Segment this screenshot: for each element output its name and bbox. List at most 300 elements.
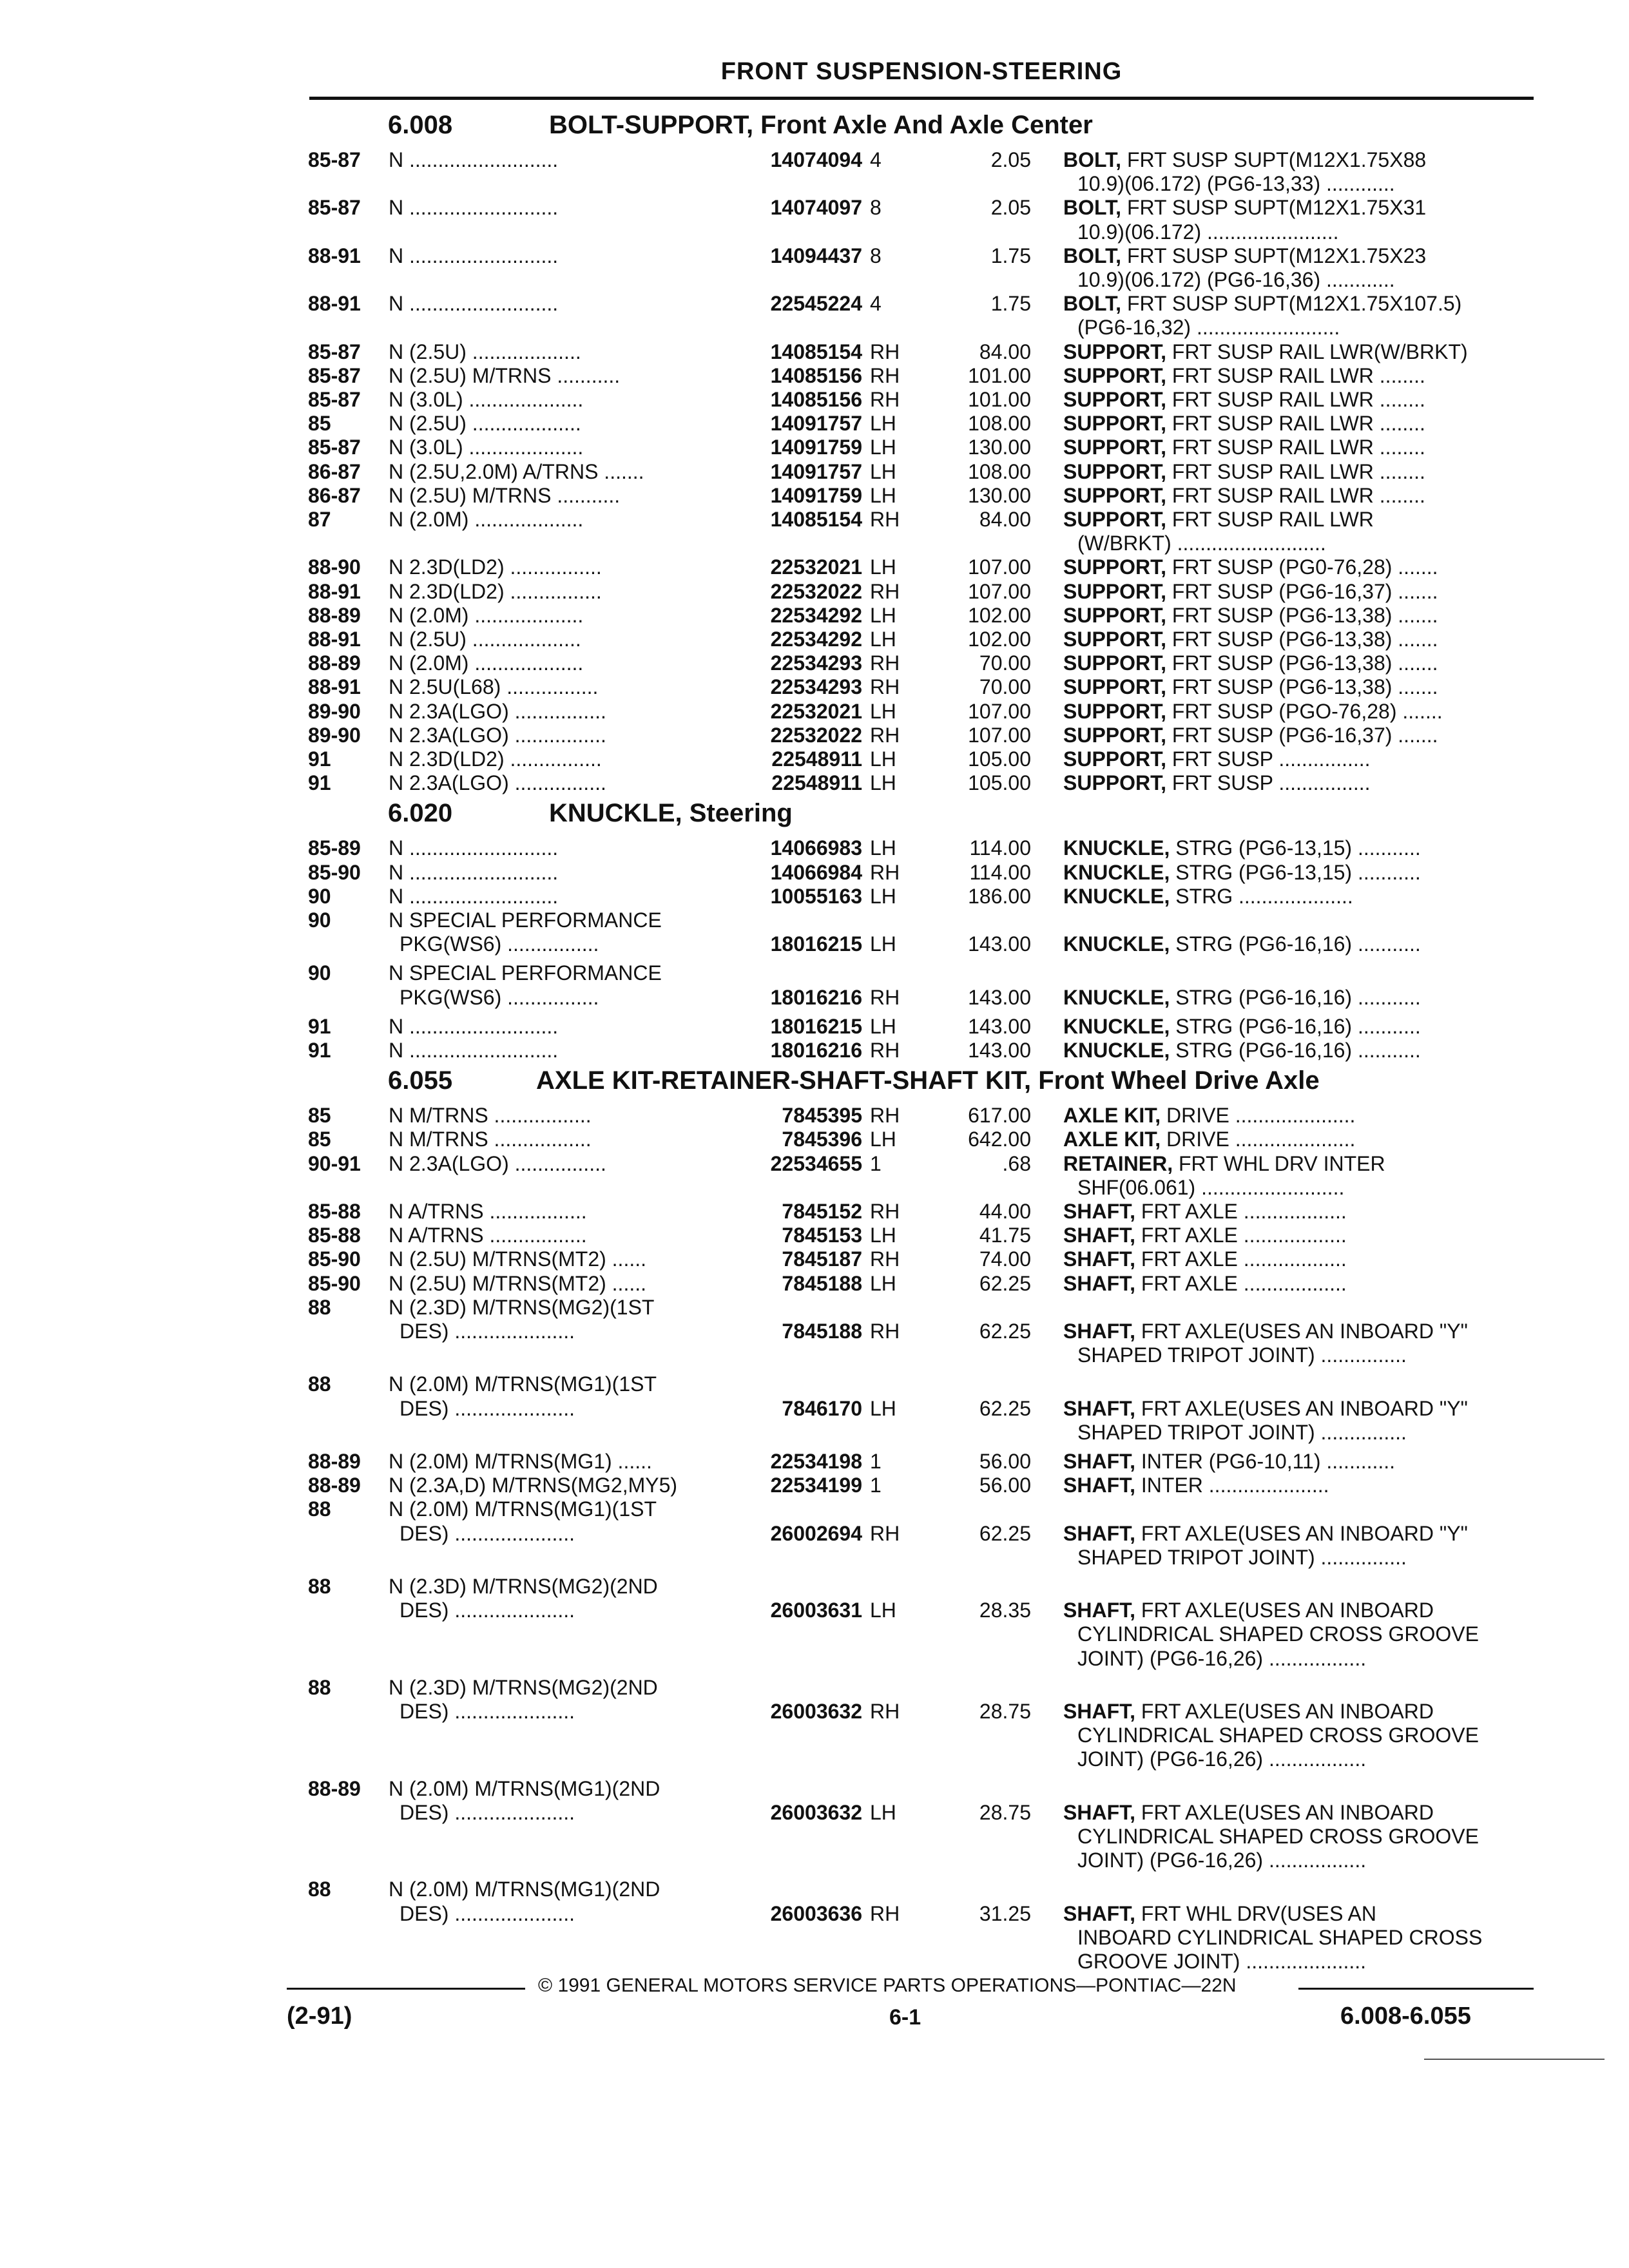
part-name: SUPPORT, xyxy=(1063,603,1167,627)
part-name: AXLE KIT, xyxy=(1063,1128,1161,1151)
model-years: 85-87 xyxy=(308,196,361,220)
price: 28.35 xyxy=(979,1599,1031,1622)
usage-description-continued: DES) ..................... xyxy=(400,1901,575,1925)
part-name: SHAFT, xyxy=(1063,1521,1135,1545)
model-years: 85-87 xyxy=(308,340,361,363)
price: 105.00 xyxy=(968,771,1031,795)
part-number: 14085154 xyxy=(770,508,862,531)
usage-description: N 2.3D(LD2) ................ xyxy=(389,747,602,771)
quantity: LH xyxy=(870,459,896,483)
quantity: LH xyxy=(870,747,896,771)
quantity: LH xyxy=(870,884,896,908)
price: 41.75 xyxy=(979,1224,1031,1247)
usage-description: N (2.0M) M/TRNS(MG1)(2ND xyxy=(389,1776,660,1800)
quantity: RH xyxy=(870,1039,900,1062)
part-number: 14091759 xyxy=(770,436,862,459)
part-name: KNUCKLE, xyxy=(1063,1039,1170,1062)
part-description xyxy=(1063,340,1534,364)
usage-description: N (2.0M) ................... xyxy=(389,508,584,531)
usage-description-continued: DES) ..................... xyxy=(400,1800,575,1824)
part-detail: FRT SUSP (PG6-16,37) ....... xyxy=(1166,579,1438,603)
quantity: LH xyxy=(870,483,896,507)
part-description xyxy=(1063,932,1534,956)
usage-description: N .......................... xyxy=(389,884,559,908)
part-description xyxy=(1063,196,1534,220)
part-detail: FRT AXLE .................. xyxy=(1135,1200,1347,1223)
part-name: BOLT, xyxy=(1063,292,1122,316)
part-description xyxy=(1063,724,1534,747)
part-name: SHAFT, xyxy=(1063,1200,1135,1223)
usage-description-continued: DES) ..................... xyxy=(400,1599,575,1622)
part-detail: FRT SUSP (PG6-13,38) ....... xyxy=(1166,603,1438,627)
usage-description: N SPECIAL PERFORMANCE xyxy=(389,908,662,932)
part-number: 14091757 xyxy=(770,459,862,483)
usage-description: N 2.3A(LGO) ................ xyxy=(389,699,606,723)
quantity: RH xyxy=(870,1104,900,1128)
price: 102.00 xyxy=(968,628,1031,651)
usage-description: N (2.5U) M/TRNS ........... xyxy=(389,483,621,507)
quantity: LH xyxy=(870,628,896,651)
part-name: SHAFT, xyxy=(1063,1800,1135,1824)
price: 642.00 xyxy=(968,1128,1031,1151)
part-detail: FRT SUSP ................ xyxy=(1166,771,1371,795)
part-number: 22534199 xyxy=(770,1474,862,1497)
model-years: 88-89 xyxy=(308,1474,361,1497)
part-description xyxy=(1063,1015,1534,1039)
part-detail: FRT SUSP RAIL LWR ........ xyxy=(1166,436,1425,459)
part-description xyxy=(1063,1522,1534,1546)
usage-description-continued: DES) ..................... xyxy=(400,1700,575,1723)
part-description xyxy=(1063,460,1534,484)
page-header-title: FRONT SUSPENSION-STEERING xyxy=(720,58,1123,85)
quantity: RH xyxy=(870,1247,900,1271)
part-number: 18016215 xyxy=(770,1014,862,1038)
part-detail: INTER ..................... xyxy=(1135,1474,1329,1497)
quantity: LH xyxy=(870,836,896,860)
price: 101.00 xyxy=(968,363,1031,387)
price: 62.25 xyxy=(979,1271,1031,1295)
part-name: KNUCKLE, xyxy=(1063,836,1170,860)
price: 130.00 xyxy=(968,483,1031,507)
part-number: 7845153 xyxy=(782,1224,862,1247)
part-description-continued: SHAPED TRIPOT JOINT) ............... xyxy=(1077,1545,1407,1569)
part-description-continued: SHF(06.061) ......................... xyxy=(1077,1175,1345,1199)
part-description-continued: 10.9)(06.172) (PG6-16,36) ............ xyxy=(1077,268,1395,291)
part-description xyxy=(1063,700,1534,724)
part-detail: DRIVE ..................... xyxy=(1161,1104,1356,1128)
model-years: 88-91 xyxy=(308,244,361,267)
model-years: 86-87 xyxy=(308,483,361,507)
price: 56.00 xyxy=(979,1450,1031,1473)
price: 143.00 xyxy=(968,932,1031,956)
part-detail: STRG (PG6-13,15) ........... xyxy=(1170,860,1421,884)
part-name: KNUCKLE, xyxy=(1063,985,1170,1009)
price: 74.00 xyxy=(979,1247,1031,1271)
part-number: 7845395 xyxy=(782,1104,862,1128)
part-name: SUPPORT, xyxy=(1063,723,1167,747)
footer-section-range: 6.008-6.055 xyxy=(1340,2003,1471,2030)
price: 70.00 xyxy=(979,651,1031,675)
price: 107.00 xyxy=(968,579,1031,603)
model-years: 85-88 xyxy=(308,1224,361,1247)
part-detail: FRT SUSP (PG6-16,37) ....... xyxy=(1166,723,1438,747)
part-description-continued: 10.9)(06.172) ....................... xyxy=(1077,220,1339,244)
part-name: SHAFT, xyxy=(1063,1599,1135,1622)
part-name: SHAFT, xyxy=(1063,1247,1135,1271)
price: 28.75 xyxy=(979,1800,1031,1824)
usage-description: N .......................... xyxy=(389,196,559,220)
model-years: 89-90 xyxy=(308,699,361,723)
model-years: 86-87 xyxy=(308,459,361,483)
part-name: SUPPORT, xyxy=(1063,508,1167,531)
part-number: 7845152 xyxy=(782,1200,862,1223)
usage-description: N .......................... xyxy=(389,244,559,267)
part-number: 18016216 xyxy=(770,985,862,1009)
model-years: 85-87 xyxy=(308,436,361,459)
model-years: 88 xyxy=(308,1295,331,1319)
model-years: 91 xyxy=(308,771,331,795)
model-years: 88-91 xyxy=(308,628,361,651)
part-description xyxy=(1063,1397,1534,1421)
part-number: 14091757 xyxy=(770,412,862,436)
model-years: 88-91 xyxy=(308,675,361,699)
quantity: LH xyxy=(870,1224,896,1247)
model-years: 88-89 xyxy=(308,651,361,675)
part-name: SUPPORT, xyxy=(1063,699,1167,723)
quantity: RH xyxy=(870,1901,900,1925)
part-name: BOLT, xyxy=(1063,244,1122,267)
model-years: 88-91 xyxy=(308,292,361,316)
part-number: 7846170 xyxy=(782,1396,862,1420)
usage-description-continued: PKG(WS6) ................ xyxy=(400,932,599,956)
section-number: 6.055 xyxy=(388,1066,453,1095)
model-years: 85-88 xyxy=(308,1200,361,1223)
part-detail: FRT AXLE(USES AN INBOARD xyxy=(1135,1599,1434,1622)
part-detail: STRG (PG6-16,16) ........... xyxy=(1170,932,1421,956)
part-description xyxy=(1063,651,1534,675)
usage-description: N (2.0M) M/TRNS(MG1)(1ST xyxy=(389,1372,657,1396)
price: 31.25 xyxy=(979,1901,1031,1925)
model-years: 88-89 xyxy=(308,1450,361,1473)
model-years: 88 xyxy=(308,1497,331,1521)
quantity: LH xyxy=(870,1599,896,1622)
section-title: KNUCKLE, Steering xyxy=(549,799,793,828)
part-description xyxy=(1063,1700,1534,1724)
quantity: RH xyxy=(870,1200,900,1223)
usage-description: N 2.3A(LGO) ................ xyxy=(389,1151,606,1175)
usage-description: N (2.0M) M/TRNS(MG1) ...... xyxy=(389,1450,652,1473)
usage-description-continued: DES) ..................... xyxy=(400,1396,575,1420)
part-detail: FRT SUSP SUPT(M12X1.75X23 xyxy=(1121,244,1427,267)
usage-description: N 2.5U(L68) ................ xyxy=(389,675,599,699)
usage-description-continued: DES) ..................... xyxy=(400,1320,575,1343)
usage-description: N (2.5U,2.0M) A/TRNS ....... xyxy=(389,459,644,483)
model-years: 91 xyxy=(308,747,331,771)
part-number: 22534292 xyxy=(770,628,862,651)
part-name: SHAFT, xyxy=(1063,1901,1135,1925)
price: 1.75 xyxy=(990,292,1031,316)
section-number: 6.008 xyxy=(388,111,453,139)
part-detail: STRG .................... xyxy=(1170,884,1353,908)
part-number: 22532022 xyxy=(770,579,862,603)
model-years: 85-87 xyxy=(308,363,361,387)
part-name: RETAINER, xyxy=(1063,1151,1173,1175)
part-number: 22534198 xyxy=(770,1450,862,1473)
part-name: KNUCKLE, xyxy=(1063,932,1170,956)
part-name: SUPPORT, xyxy=(1063,579,1167,603)
part-detail: FRT AXLE(USES AN INBOARD "Y" xyxy=(1135,1320,1468,1343)
usage-description: N (2.5U) ................... xyxy=(389,628,581,651)
part-description xyxy=(1063,1247,1534,1271)
part-number: 26003631 xyxy=(770,1599,862,1622)
part-name: BOLT, xyxy=(1063,148,1122,171)
part-number: 7845188 xyxy=(782,1271,862,1295)
part-description xyxy=(1063,388,1534,412)
price: 114.00 xyxy=(969,860,1031,884)
part-description xyxy=(1063,484,1534,508)
usage-description: N (2.3A,D) M/TRNS(MG2,MY5) xyxy=(389,1474,678,1497)
quantity: RH xyxy=(870,340,900,363)
part-number: 18016215 xyxy=(770,932,862,956)
part-description xyxy=(1063,436,1534,459)
part-detail: FRT SUSP SUPT(M12X1.75X88 xyxy=(1121,148,1427,171)
part-description xyxy=(1063,508,1534,532)
quantity: 8 xyxy=(870,196,882,220)
part-detail: FRT AXLE(USES AN INBOARD "Y" xyxy=(1135,1521,1468,1545)
part-number: 22532021 xyxy=(770,555,862,579)
part-description xyxy=(1063,1039,1534,1062)
section-heading xyxy=(388,1066,1535,1099)
usage-description: N 2.3A(LGO) ................ xyxy=(389,771,606,795)
usage-description: N SPECIAL PERFORMANCE xyxy=(389,961,662,985)
model-years: 88 xyxy=(308,1575,331,1598)
usage-description: N (2.5U) M/TRNS(MT2) ...... xyxy=(389,1247,646,1271)
price: 105.00 xyxy=(968,747,1031,771)
part-description-continued: CYLINDRICAL SHAPED CROSS GROOVE xyxy=(1077,1724,1479,1747)
part-name: SUPPORT, xyxy=(1063,363,1167,387)
model-years: 88 xyxy=(308,1675,331,1699)
price: 130.00 xyxy=(968,436,1031,459)
part-description xyxy=(1063,148,1534,172)
usage-description: N (2.5U) M/TRNS ........... xyxy=(389,363,621,387)
part-number: 22532021 xyxy=(770,699,862,723)
model-years: 90 xyxy=(308,908,331,932)
quantity: RH xyxy=(870,860,900,884)
part-number: 14085154 xyxy=(770,340,862,363)
part-name: SHAFT, xyxy=(1063,1396,1135,1420)
part-description xyxy=(1063,1599,1534,1622)
model-years: 85-90 xyxy=(308,860,361,884)
price: 108.00 xyxy=(968,412,1031,436)
quantity: RH xyxy=(870,1700,900,1723)
model-years: 90-91 xyxy=(308,1151,361,1175)
usage-description: N (2.3D) M/TRNS(MG2)(1ST xyxy=(389,1295,655,1319)
quantity: 1 xyxy=(870,1474,882,1497)
part-detail: FRT WHL DRV INTER xyxy=(1173,1151,1385,1175)
price: 2.05 xyxy=(990,196,1031,220)
usage-description: N (2.0M) ................... xyxy=(389,603,584,627)
usage-description: N 2.3D(LD2) ................ xyxy=(389,555,602,579)
usage-description: N 2.3A(LGO) ................ xyxy=(389,723,606,747)
quantity: LH xyxy=(870,1014,896,1038)
part-description xyxy=(1063,1152,1534,1176)
quantity: 1 xyxy=(870,1151,882,1175)
price: 107.00 xyxy=(968,723,1031,747)
price: 186.00 xyxy=(968,884,1031,908)
model-years: 85-90 xyxy=(308,1247,361,1271)
quantity: RH xyxy=(870,388,900,411)
part-number: 10055163 xyxy=(770,884,862,908)
part-description xyxy=(1063,1200,1534,1224)
usage-description: N A/TRNS ................. xyxy=(389,1200,587,1223)
quantity: RH xyxy=(870,579,900,603)
part-description xyxy=(1063,771,1534,795)
part-name: SHAFT, xyxy=(1063,1224,1135,1247)
part-name: SUPPORT, xyxy=(1063,483,1167,507)
part-detail: FRT WHL DRV(USES AN xyxy=(1135,1901,1376,1925)
part-name: SUPPORT, xyxy=(1063,340,1167,363)
part-detail: STRG (PG6-13,15) ........... xyxy=(1170,836,1421,860)
part-detail: FRT AXLE .................. xyxy=(1135,1271,1347,1295)
usage-description: N .......................... xyxy=(389,860,559,884)
part-name: SUPPORT, xyxy=(1063,459,1167,483)
part-description-continued: CYLINDRICAL SHAPED CROSS GROOVE xyxy=(1077,1825,1479,1848)
quantity: RH xyxy=(870,723,900,747)
model-years: 85 xyxy=(308,1104,331,1128)
part-number: 22548911 xyxy=(771,771,862,795)
quantity: LH xyxy=(870,1271,896,1295)
price: 28.75 xyxy=(979,1700,1031,1723)
part-detail: DRIVE ..................... xyxy=(1161,1128,1356,1151)
part-description xyxy=(1063,412,1534,436)
usage-description: N (2.5U) M/TRNS(MT2) ...... xyxy=(389,1271,646,1295)
part-name: SUPPORT, xyxy=(1063,675,1167,699)
usage-description: N (2.0M) ................... xyxy=(389,651,584,675)
part-description-continued: SHAPED TRIPOT JOINT) ............... xyxy=(1077,1420,1407,1444)
model-years: 85-87 xyxy=(308,148,361,171)
part-number: 14074094 xyxy=(770,148,862,171)
model-years: 91 xyxy=(308,1039,331,1062)
part-detail: FRT SUSP SUPT(M12X1.75X107.5) xyxy=(1121,292,1462,316)
part-detail: FRT SUSP RAIL LWR xyxy=(1166,508,1374,531)
usage-description: N (2.0M) M/TRNS(MG1)(1ST xyxy=(389,1497,657,1521)
part-detail: FRT SUSP ................ xyxy=(1166,747,1371,771)
scan-mark xyxy=(1424,2059,1605,2060)
model-years: 89-90 xyxy=(308,723,361,747)
price: 102.00 xyxy=(968,603,1031,627)
part-number: 14085156 xyxy=(770,363,862,387)
part-description xyxy=(1063,986,1534,1010)
price: .68 xyxy=(1002,1151,1031,1175)
model-years: 85-90 xyxy=(308,1271,361,1295)
part-description-continued: (W/BRKT) .......................... xyxy=(1077,532,1326,555)
model-years: 88 xyxy=(308,1372,331,1396)
part-description-continued: JOINT) (PG6-16,26) ................. xyxy=(1077,1849,1367,1872)
price: 70.00 xyxy=(979,675,1031,699)
part-name: AXLE KIT, xyxy=(1063,1104,1161,1128)
usage-description: N (2.5U) ................... xyxy=(389,412,581,436)
model-years: 85-89 xyxy=(308,836,361,860)
usage-description: N .......................... xyxy=(389,1014,559,1038)
part-description-continued: JOINT) (PG6-16,26) ................. xyxy=(1077,1747,1367,1771)
part-description xyxy=(1063,861,1534,885)
part-detail: FRT SUSP RAIL LWR ........ xyxy=(1166,388,1425,411)
price: 84.00 xyxy=(979,508,1031,531)
usage-description: N .......................... xyxy=(389,292,559,316)
part-name: SUPPORT, xyxy=(1063,651,1167,675)
price: 114.00 xyxy=(969,836,1031,860)
part-name: SHAFT, xyxy=(1063,1474,1135,1497)
footer-rule-right xyxy=(1298,1988,1534,1990)
part-number: 22548911 xyxy=(771,747,862,771)
usage-description: N (3.0L) .................... xyxy=(389,388,584,411)
part-description xyxy=(1063,364,1534,388)
model-years: 90 xyxy=(308,961,331,985)
model-years: 85 xyxy=(308,1128,331,1151)
part-description xyxy=(1063,675,1534,699)
part-name: KNUCKLE, xyxy=(1063,1014,1170,1038)
part-name: BOLT, xyxy=(1063,196,1122,220)
price: 143.00 xyxy=(968,985,1031,1009)
part-detail: STRG (PG6-16,16) ........... xyxy=(1170,1039,1421,1062)
price: 84.00 xyxy=(979,340,1031,363)
usage-description: N M/TRNS ................. xyxy=(389,1104,592,1128)
usage-description: N .......................... xyxy=(389,148,559,171)
price: 56.00 xyxy=(979,1474,1031,1497)
quantity: LH xyxy=(870,1128,896,1151)
part-number: 14066984 xyxy=(770,860,862,884)
part-description-continued: (PG6-16,32) ......................... xyxy=(1077,316,1340,340)
usage-description: N (2.3D) M/TRNS(MG2)(2ND xyxy=(389,1575,658,1598)
part-number: 18016216 xyxy=(770,1039,862,1062)
part-description xyxy=(1063,604,1534,628)
part-name: SUPPORT, xyxy=(1063,771,1167,795)
part-detail: FRT AXLE .................. xyxy=(1135,1247,1347,1271)
part-description-continued: GROOVE JOINT) ..................... xyxy=(1077,1950,1367,1973)
section-heading xyxy=(388,111,1535,143)
quantity: RH xyxy=(870,1320,900,1343)
part-number: 7845396 xyxy=(782,1128,862,1151)
usage-description-continued: DES) ..................... xyxy=(400,1521,575,1545)
quantity: LH xyxy=(870,603,896,627)
model-years: 90 xyxy=(308,884,331,908)
part-detail: FRT AXLE(USES AN INBOARD xyxy=(1135,1700,1434,1723)
part-number: 22534655 xyxy=(770,1151,862,1175)
part-detail: FRT SUSP RAIL LWR ........ xyxy=(1166,363,1425,387)
model-years: 88 xyxy=(308,1878,331,1901)
quantity: LH xyxy=(870,436,896,459)
model-years: 91 xyxy=(308,1014,331,1038)
part-number: 26003632 xyxy=(770,1700,862,1723)
part-description xyxy=(1063,1450,1534,1474)
quantity: RH xyxy=(870,1521,900,1545)
part-detail: FRT SUSP RAIL LWR(W/BRKT) xyxy=(1166,340,1468,363)
part-description xyxy=(1063,1224,1534,1247)
price: 617.00 xyxy=(968,1104,1031,1128)
part-name: SHAFT, xyxy=(1063,1320,1135,1343)
part-description xyxy=(1063,836,1534,860)
part-number: 14085156 xyxy=(770,388,862,411)
price: 108.00 xyxy=(968,459,1031,483)
usage-description: N M/TRNS ................. xyxy=(389,1128,592,1151)
quantity: LH xyxy=(870,555,896,579)
header-rule xyxy=(309,97,1534,100)
part-description xyxy=(1063,1902,1534,1926)
part-name: SUPPORT, xyxy=(1063,388,1167,411)
usage-description: N (2.3D) M/TRNS(MG2)(2ND xyxy=(389,1675,658,1699)
part-detail: FRT SUSP RAIL LWR ........ xyxy=(1166,483,1425,507)
quantity: RH xyxy=(870,508,900,531)
